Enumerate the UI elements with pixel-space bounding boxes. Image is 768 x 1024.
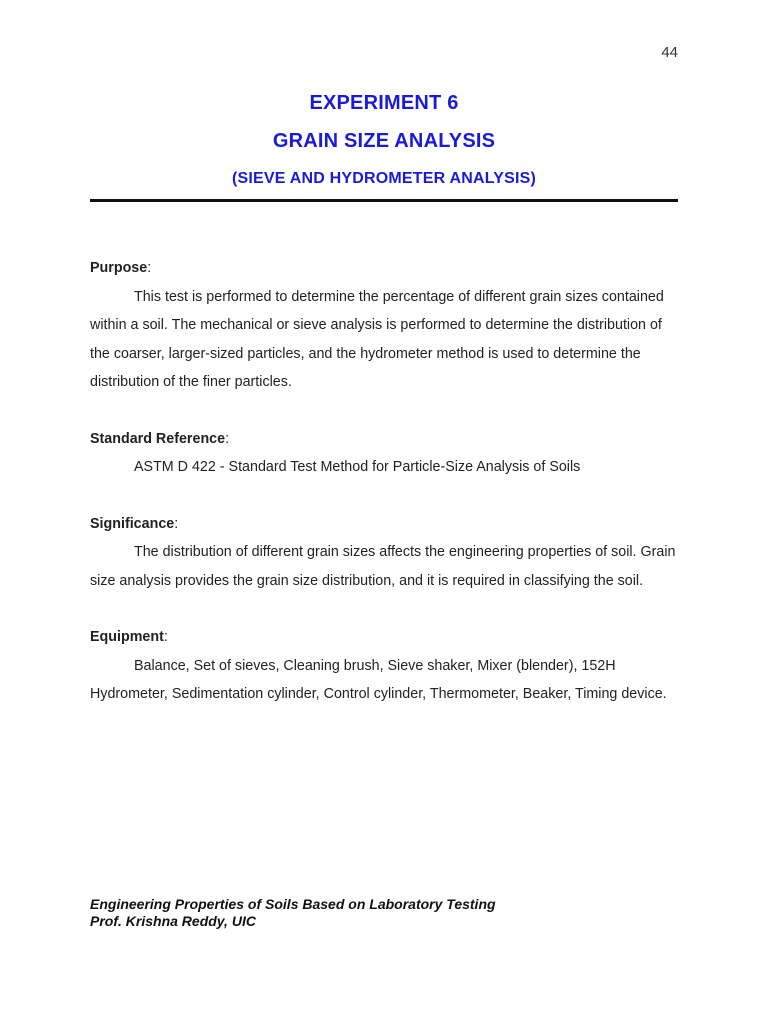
significance-heading-label: Significance	[90, 515, 175, 532]
standard-reference-section	[90, 425, 680, 482]
purpose-heading-label: Purpose	[90, 260, 148, 276]
footer-author: Prof. Krishna Reddy, UIC	[90, 913, 256, 929]
standard-reference-heading	[90, 425, 680, 454]
experiment-title: EXPERIMENT 6	[309, 92, 459, 114]
purpose-text: This test is performed to determine the percentage of different grain sizes contained within a soil. The mechanical or sieve analysis is performed to determine the distribution of the coarser, larger-sized particles, and the hydrometer method is used to determine the distribution of the finer particles.	[90, 288, 664, 390]
purpose-section	[90, 254, 680, 397]
equipment-heading-label: Equipment	[90, 629, 164, 645]
equipment-heading	[90, 623, 680, 652]
significance-heading	[90, 510, 680, 539]
significance-heading-colon: :	[174, 515, 179, 532]
significance-section	[90, 510, 680, 596]
standard-reference-heading-label: Standard Reference	[90, 430, 226, 447]
equipment-heading-colon: :	[163, 629, 168, 645]
equipment-text: Balance, Set of sieves, Cleaning brush, Sieve shaker, Mixer (blender), 152H Hydrometer, Sedimentation cylinder, Control cylinder, Thermometer, Beaker, Timing device.	[90, 657, 667, 702]
document-body	[90, 254, 680, 737]
document-title: GRAIN SIZE ANALYSIS	[272, 130, 496, 152]
purpose-heading	[90, 254, 680, 283]
page-footer	[90, 896, 496, 930]
title-block	[0, 88, 768, 190]
footer-book-title: Engineering Properties of Soils Based on Laboratory Testing	[90, 896, 496, 912]
significance-text: The distribution of different grain sizes affects the engineering properties of soil. Grain size analysis provides the grain size distribution, and it is required in classifying the soil.	[90, 544, 676, 589]
document-subtitle: (SIEVE AND HYDROMETER ANALYSIS)	[231, 170, 536, 187]
page-number: 44	[661, 44, 678, 61]
standard-reference-heading-colon: :	[225, 430, 230, 447]
purpose-heading-colon: :	[147, 260, 152, 276]
standard-reference-text: ASTM D 422 - Standard Test Method for Particle-Size Analysis of Soils	[134, 459, 581, 475]
header-divider	[90, 199, 678, 202]
equipment-section	[90, 623, 680, 709]
